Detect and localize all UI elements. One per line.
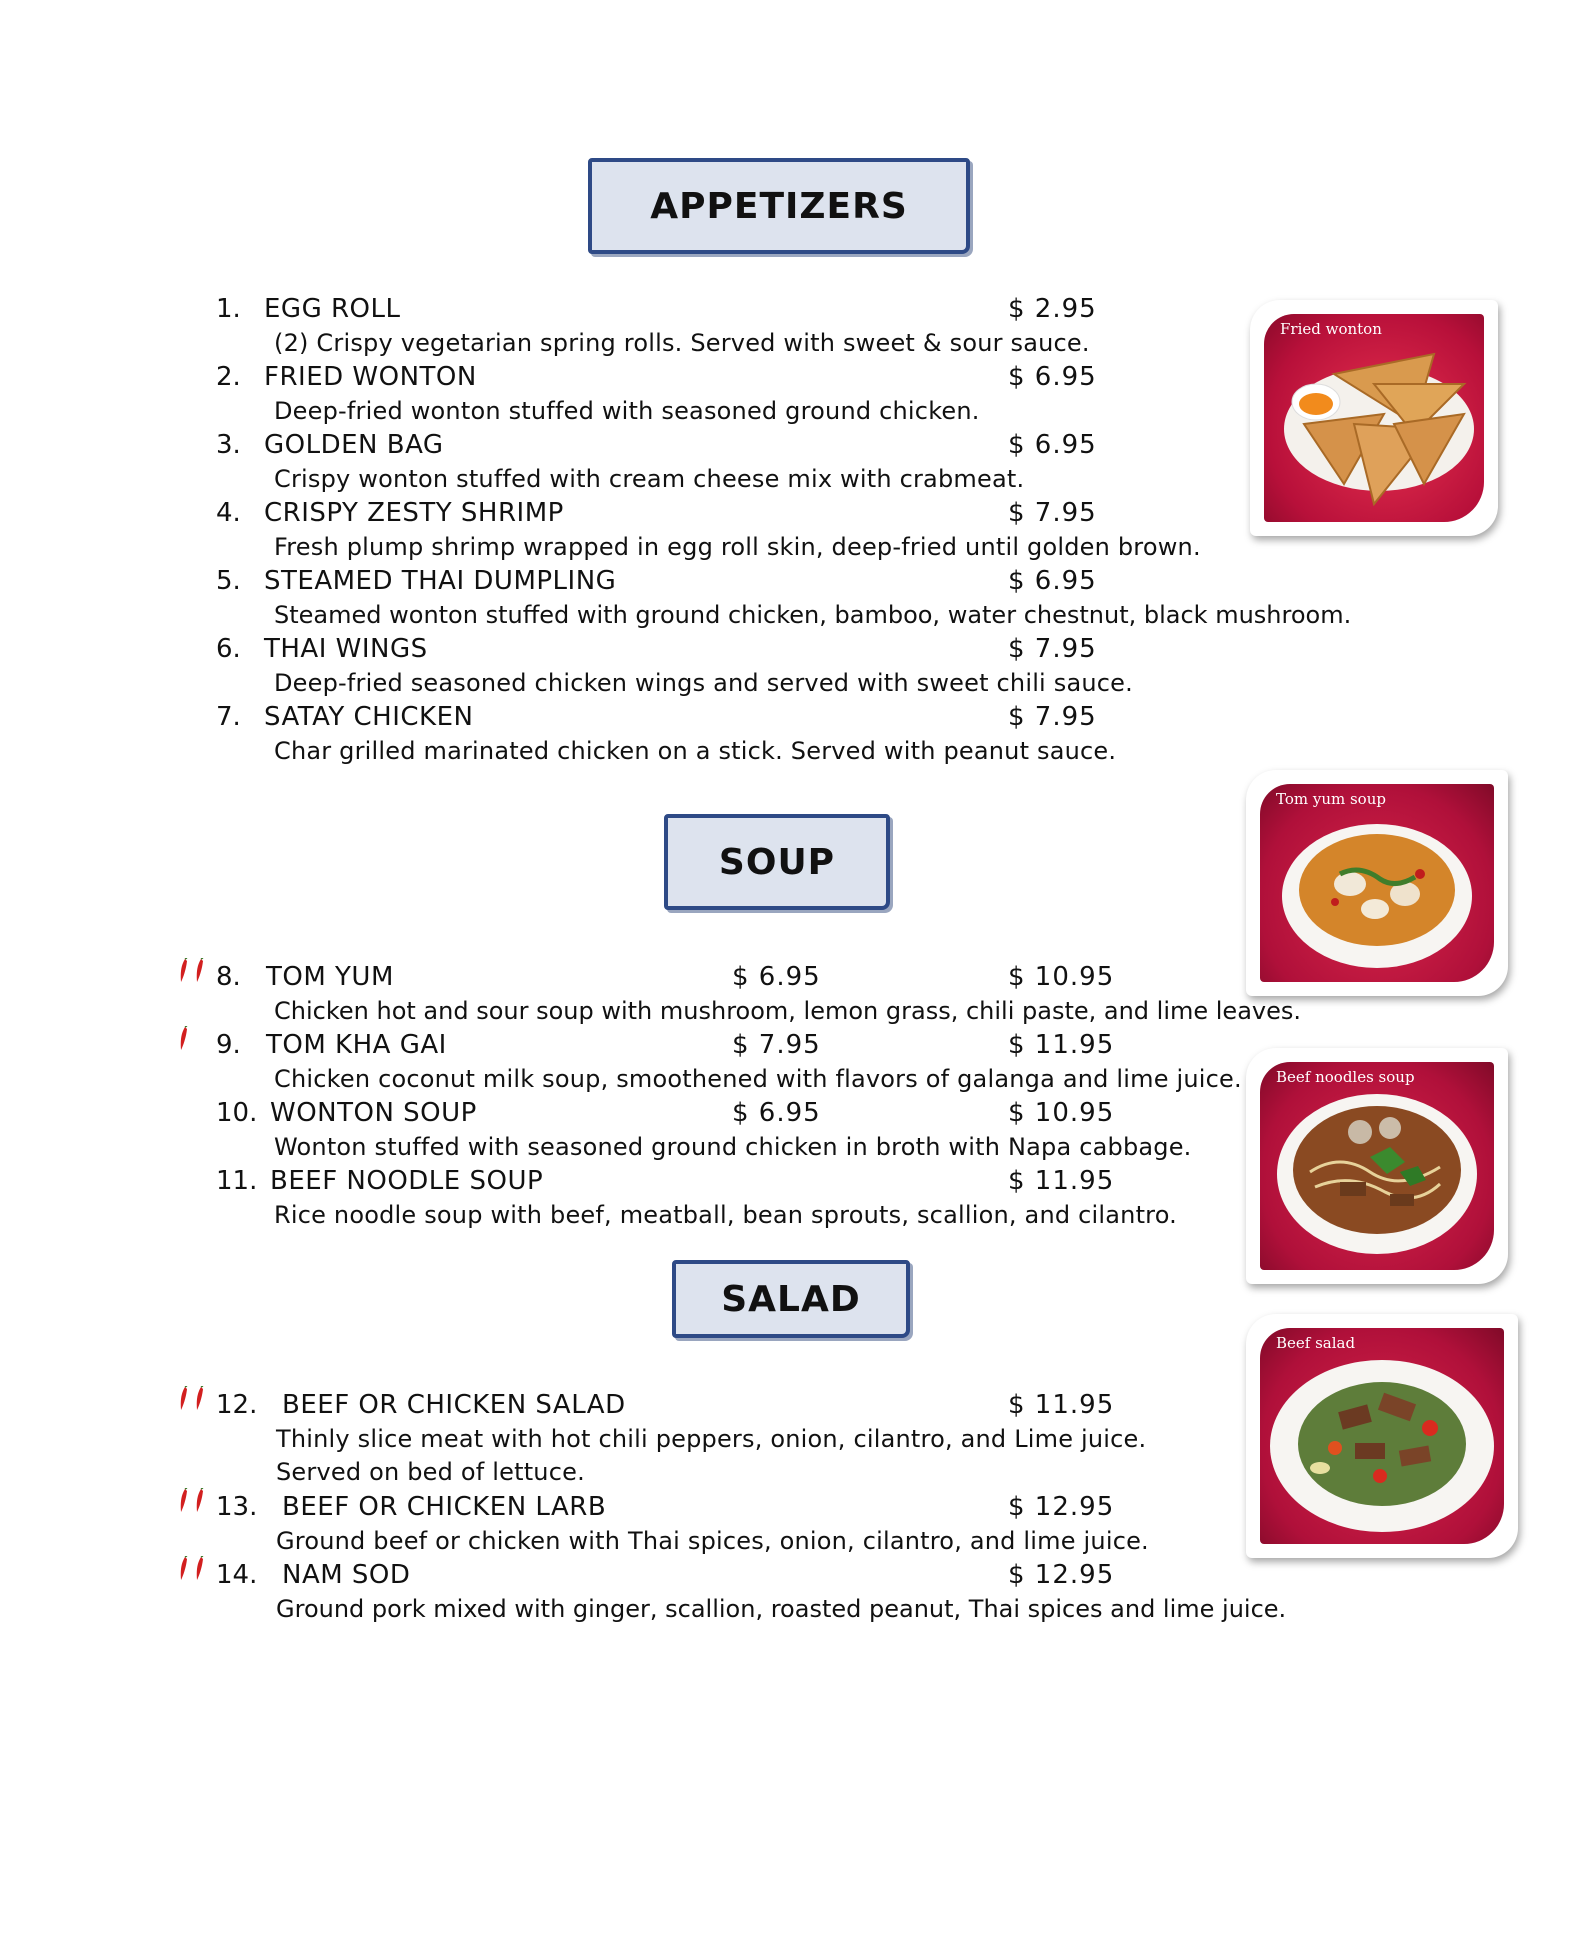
menu-item-description: Rice noodle soup with beef, meatball, bean sprouts, scallion, and cilantro. [274, 1201, 1178, 1229]
menu-item-price: $ 12.95 [1008, 1492, 1115, 1522]
tom-yum-illustration [1260, 784, 1494, 982]
menu-item-name: NAM SOD [282, 1560, 411, 1590]
menu-item-number: 10. [216, 1098, 258, 1128]
menu-item-description-line2: Served on bed of lettuce. [276, 1458, 585, 1486]
menu-item-number: 5. [216, 566, 241, 596]
menu-item-name: EGG ROLL [264, 294, 401, 324]
menu-item-name: TOM YUM [266, 962, 394, 992]
menu-item-number: 9. [216, 1030, 241, 1060]
menu-item-price: $ 6.95 [1008, 430, 1097, 460]
menu-item-price-large: $ 11.95 [1008, 1166, 1115, 1196]
menu-item-number: 1. [216, 294, 241, 324]
menu-item-name: CRISPY ZESTY SHRIMP [264, 498, 564, 528]
menu-item-number: 12. [216, 1390, 258, 1420]
menu-item-name: GOLDEN BAG [264, 430, 444, 460]
fried-wonton-illustration [1264, 314, 1484, 522]
tom-yum-photo [1246, 770, 1508, 996]
menu-item-number: 8. [216, 962, 241, 992]
appetizers-heading-label: APPETIZERS [650, 185, 908, 227]
beef-salad-caption: Beef salad [1276, 1334, 1356, 1352]
menu-item-description: Deep-fried wonton stuffed with seasoned ground chicken. [274, 397, 980, 425]
salad-heading-label: SALAD [721, 1278, 861, 1320]
chili-icon [178, 1026, 214, 1052]
menu-item-number: 14. [216, 1560, 258, 1590]
menu-item-name: STEAMED THAI DUMPLING [264, 566, 617, 596]
menu-item-price-large: $ 10.95 [1008, 1098, 1115, 1128]
beef-salad-illustration [1260, 1328, 1504, 1544]
fried-wonton-photo [1250, 300, 1498, 536]
menu-item-price: $ 12.95 [1008, 1560, 1115, 1590]
menu-item-name: WONTON SOUP [270, 1098, 477, 1128]
menu-item-price: $ 7.95 [1008, 498, 1097, 528]
menu-item-price-large: $ 11.95 [1008, 1030, 1115, 1060]
menu-item-price: $ 7.95 [1008, 702, 1097, 732]
menu-item-description: Thinly slice meat with hot chili peppers, onion, cilantro, and Lime juice. [276, 1425, 1147, 1453]
menu-item-number: 7. [216, 702, 241, 732]
menu-item-description: Deep-fried seasoned chicken wings and served with sweet chili sauce. [274, 669, 1133, 697]
menu-item-number: 3. [216, 430, 241, 460]
menu-item-description: Wonton stuffed with seasoned ground chicken in broth with Napa cabbage. [274, 1133, 1192, 1161]
menu-item-price: $ 2.95 [1008, 294, 1097, 324]
menu-item-name: BEEF OR CHICKEN SALAD [282, 1390, 626, 1420]
beef-salad-photo [1246, 1314, 1518, 1558]
soup-heading-label: SOUP [718, 841, 836, 883]
chili-icon [178, 1386, 214, 1412]
beef-noodles-photo [1246, 1048, 1508, 1284]
menu-item-name: TOM KHA GAI [266, 1030, 447, 1060]
soup-heading [664, 814, 890, 910]
menu-item-name: BEEF NOODLE SOUP [270, 1166, 544, 1196]
menu-item-description: Ground pork mixed with ginger, scallion, roasted peanut, Thai spices and lime juice. [276, 1595, 1287, 1623]
menu-item-price: $ 11.95 [1008, 1390, 1115, 1420]
chili-icon [178, 958, 214, 984]
menu-item-name: THAI WINGS [264, 634, 428, 664]
menu-item-number: 13. [216, 1492, 258, 1522]
beef-noodles-illustration [1260, 1062, 1494, 1270]
menu-item-name: BEEF OR CHICKEN LARB [282, 1492, 607, 1522]
menu-item-description: (2) Crispy vegetarian spring rolls. Served with sweet & sour sauce. [274, 329, 1090, 357]
menu-item-price-large: $ 10.95 [1008, 962, 1115, 992]
menu-item-price: $ 6.95 [1008, 362, 1097, 392]
menu-item-price-small: $ 7.95 [732, 1030, 821, 1060]
menu-item-price-small: $ 6.95 [732, 1098, 821, 1128]
menu-item-description: Crispy wonton stuffed with cream cheese mix with crabmeat. [274, 465, 1025, 493]
menu-item-description: Chicken hot and sour soup with mushroom, lemon grass, chili paste, and lime leaves. [274, 997, 1302, 1025]
menu-item-number: 4. [216, 498, 241, 528]
menu-item-number: 6. [216, 634, 241, 664]
menu-item-description: Char grilled marinated chicken on a stick. Served with peanut sauce. [274, 737, 1117, 765]
fried-wonton-caption: Fried wonton [1280, 320, 1382, 338]
menu-item-number: 11. [216, 1166, 258, 1196]
chili-icon [178, 1556, 214, 1582]
menu-item-description: Chicken coconut milk soup, smoothened with flavors of galanga and lime juice. [274, 1065, 1242, 1093]
menu-item-description: Steamed wonton stuffed with ground chicken, bamboo, water chestnut, black mushroom. [274, 601, 1352, 629]
chili-icon [178, 1488, 214, 1514]
tom-yum-caption: Tom yum soup [1276, 790, 1386, 808]
menu-item-description: Ground beef or chicken with Thai spices, onion, cilantro, and lime juice. [276, 1527, 1149, 1555]
menu-item-price: $ 7.95 [1008, 634, 1097, 664]
menu-item-number: 2. [216, 362, 241, 392]
menu-item-description: Fresh plump shrimp wrapped in egg roll skin, deep-fried until golden brown. [274, 533, 1201, 561]
menu-item-price-small: $ 6.95 [732, 962, 821, 992]
salad-heading [672, 1260, 910, 1338]
menu-item-name: SATAY CHICKEN [264, 702, 474, 732]
beef-noodles-caption: Beef noodles soup [1276, 1068, 1415, 1086]
menu-item-price: $ 6.95 [1008, 566, 1097, 596]
appetizers-heading [588, 158, 970, 254]
menu-item-name: FRIED WONTON [264, 362, 477, 392]
